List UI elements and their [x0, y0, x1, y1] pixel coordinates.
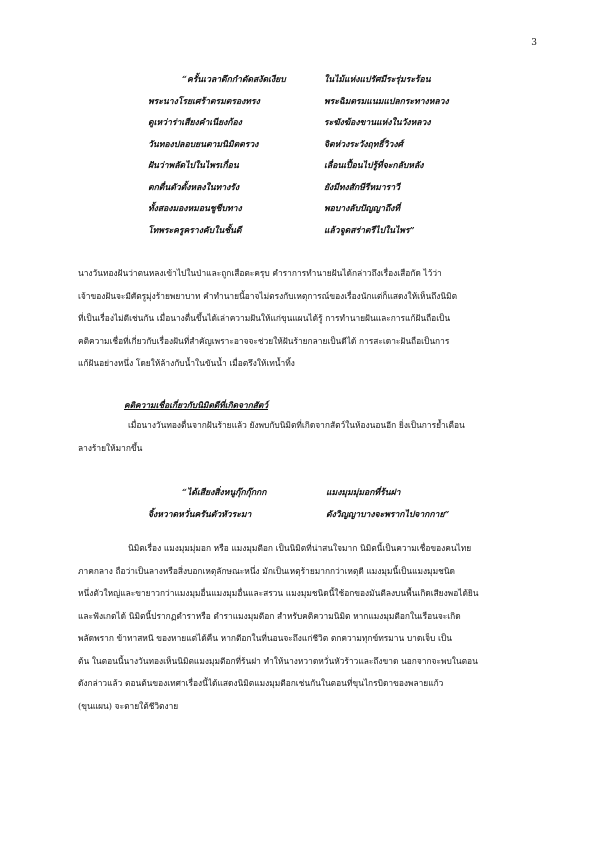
- poem-verse-left: ตกตื่นตัวตั้งหลงในทางรัง: [148, 182, 240, 193]
- poem-row: [148, 223, 518, 245]
- poem-verse-right: พระฉิมตรมแนมแปลกระทางหลวง: [324, 96, 449, 107]
- poem-verse-right: พอบางลับปัญญาถึงที่: [324, 204, 401, 214]
- poem-verse-left: “ได้เสียงสิ่งหนูกุ๊กกุ๊กกก: [182, 488, 267, 498]
- poem-verse-right: แมงมุมมุ่มอกที่ร้นฝา: [326, 488, 401, 498]
- poem-verse-left: ทั้งสองมองหมอนชูชีบทาง: [148, 204, 242, 214]
- text-line: ที่เป็นเรื่องไม่ดีเช่นกัน เมื่อนางตื่นขึ้นได้เล่าความฝันให้แก่ขุนแผนได้รู้ การทำนายฝันและการแก้ฝันถือเป็น: [78, 313, 451, 323]
- page-number: 3: [531, 38, 537, 48]
- poem-row: [148, 180, 518, 202]
- poem-verse-right: ในไม้แห่งแปรัศมีระรุ่มระร้อน: [324, 75, 431, 85]
- poem-verse-right: ดังวิญญาบางจะพรากไปจากกาย”: [326, 509, 450, 520]
- text-line: คติความเชื่อที่เกี่ยวกับเรื่องฝันที่สำคัญเพราะอาจจะช่วยให้ฝันร้ายกลายเป็นดีได้ การสะเดาะฝันถือเป็นการ: [78, 335, 450, 346]
- poem-verse-right: จิตห่วงระวังฤทธิ์วิวงศ์: [324, 139, 403, 150]
- poem-verse-left: ฝันว่าพลัดไปในไพรเกื่อน: [148, 161, 239, 171]
- section-heading: คติความเชื่อเกี่ยวกับนิมิตดีที่เกิดจากสัตว์: [124, 400, 269, 410]
- paragraph-animal-omen: [78, 414, 526, 459]
- text-line: ภาคกลาง ถือว่าเป็นลางหรือสิ่งบอกเหตุลักษณะหนึ่ง มักเป็นเหตุร้ายมากกว่าเหตุดี แมงมุมนี้เป็นแมงมุมชนิด: [78, 565, 455, 576]
- poem-verse-right: ระฆังฆ้องขานแห่งในวังหลวง: [324, 118, 431, 128]
- poem-verse-left: ดูเหว่าร่าเสียงคำเนียงก้อง: [148, 118, 242, 128]
- poem-verse-left: วันทองปลอบยนตามนิมิตตรวง: [148, 139, 259, 150]
- paragraph-dream-interpretation: [78, 262, 526, 375]
- poem-row: [148, 485, 518, 507]
- poem-verse-left: “ครั้นเวลาดึกกำดัดสงัดเงียบ: [182, 75, 286, 85]
- poem-block-2: [148, 485, 518, 528]
- text-line: ลางร้ายให้มากขึ้น: [78, 442, 143, 453]
- poem-row: [148, 158, 518, 180]
- poem-block-1: [148, 72, 518, 244]
- poem-row: [148, 507, 518, 529]
- text-line: (ขุนแผน) จะตายใต้ชีวิตงาย: [78, 700, 179, 711]
- poem-verse-right: แล้วจูดสร่าตรีไปในไพร”: [324, 225, 415, 236]
- paragraph-spider-omen: [78, 537, 526, 717]
- text-line: หนึ่งตัวใหญ่และขายาวกว่าแมงมุมอื่นแมงมุมอื่นและสรวน แมงมุมชนิดนี้ใช้อกของมันตีลงบนพื้นเกิดเสียงพอได้ยิน: [78, 588, 479, 598]
- poem-row: [148, 201, 518, 223]
- text-line: เจ้าของฝันจะมีศัตรูมุ่งร้ายพยาบาท คำทำนายนี้อาจไม่ตรงกับเหตุการณ์ของเรื่องนักแต่ก็แสดงให้เห็นถึงนิมิต: [78, 290, 458, 301]
- text-line: นางวันทองฝันว่าตนหลงเข้าไปในป่าและถูกเสือตะครุบ คำราการทำนายฝันได้กล่าวถึงเรื่องเสือกัด ไว้ว่า: [78, 268, 442, 278]
- text-line: พลัดพราก ข้าทาสหนี ของหายแต่ได้คืน หากตีอกในที่นอนจะถึงแก่ชีวิต ตกความทุกข์ทรมาน บาดเจ็บ เป็น: [78, 633, 452, 643]
- poem-verse-left: โทพระครูครางคับในชั้นดี: [148, 225, 242, 236]
- text-line: นิมิตเรื่อง แมงมุมมุ่มอก หรือ แมงมุมตีอก เป็นนิมิตที่น่าสนใจมาก นิมิตนี้เป็นความเชื่อของคนไทย: [128, 543, 472, 553]
- text-line: ดังกล่าวแล้ว ตอนต้นของเทศาเรื่องนี้ได้แสดงนิมิตแมงมุมตีอกเช่นกันในตอนที่ขุนไกรบิดาของพลายแก้ว: [78, 678, 444, 688]
- poem-verse-right: เลื่อนเปื้อนไปรู้ที่จะกลับหลัง: [324, 161, 424, 171]
- text-line: แก้ฝันอย่างหนึ่ง โดยให้ล้างกับน้ำในขันน้ำ เมื่อตรึงให้เทน้ำทิ้ง: [78, 358, 295, 368]
- poem-verse-left: พระนางโรยเศร้าตรมตรองทรง: [148, 96, 260, 107]
- poem-verse-left: จิ้งหวาดหวั่นครันตัวหัวระมา: [148, 509, 252, 520]
- text-line: เมื่อนางวันทองตื่นจากฝันร้ายแล้ว ยังพบกับนิมิตที่เกิดจากสัตว์ในห้องนอนอีก ยิ่งเป็นการย้ำเตือน: [128, 420, 465, 430]
- text-line: และฟังเกตได้ นิมิตนี้ปรากฏตำราหรือ ตำราแมงมุมตีอก สำหรับคติความนิมิต หากแมงมุมตีอกในเรือนจะเกิด: [78, 610, 461, 621]
- poem-row: [148, 137, 518, 159]
- poem-verse-right: ยังมีทงสักษีรีหมาราวี: [324, 182, 400, 193]
- poem-row: [148, 115, 518, 137]
- text-line: ต้น ในตอนนี้นางวันทองเห็นนิมิตแมงมุมตีอกที่ร้นฝา ทำให้นางหวาดหวั่นหัวร้าวและถึงขาด นอกจากจะพบในตอน: [78, 655, 478, 666]
- poem-row: [148, 94, 518, 116]
- poem-row: [148, 72, 518, 94]
